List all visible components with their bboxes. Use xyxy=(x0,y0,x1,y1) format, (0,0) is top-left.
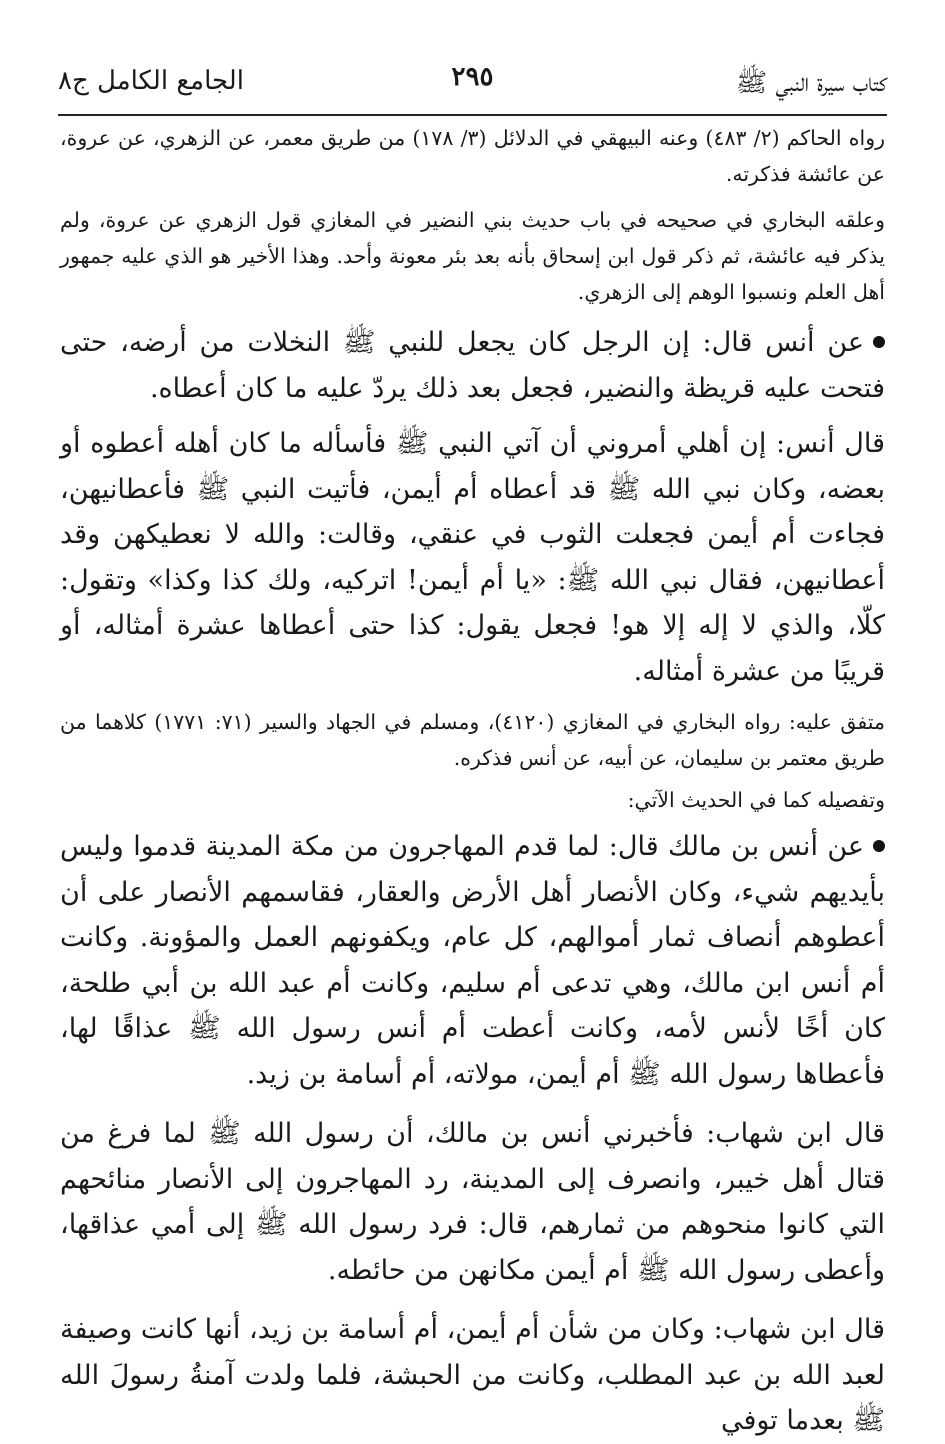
header-divider xyxy=(58,114,887,116)
hadith-paragraph-anas-continued xyxy=(60,421,885,694)
paragraph-text: قال أنس: إن أهلي أمروني أن آتي النبي ﷺ فأسأله ما كان أهله أعطوه أو بعضه، وكان نبي الله ﷺ قد أعطاه أم أيمن، فأتيت النبي ﷺ فأعطانيهن، فجاءت أم أيمن فجعلت الثوب في عنقي، وقالت: والله لا نعطيكهن وقد أعطانيهن، فقال نبي الله ﷺ: «يا أم أيمن! اتركيه، ولك كذا وكذا» وتقول: كلّا، والذي لا إله إلا هو! فجعل يقول: كذا حتى أعطاها عشرة أمثاله، أو قريبًا من عشرة أمثاله. xyxy=(60,428,885,687)
takhrij-note-hakim xyxy=(60,120,885,192)
paragraph-text: عن أنس قال: إن الرجل كان يجعل للنبي ﷺ النخلات من أرضه، حتى فتحت عليه قريظة والنضير، فجعل بعد ذلك يردّ عليه ما كان أعطاه. xyxy=(60,327,885,404)
hadith-paragraph-anas xyxy=(60,320,885,411)
page-body xyxy=(60,120,885,1444)
page-number: ٢٩٥ xyxy=(451,62,494,92)
takhrij-note-muttafaq xyxy=(60,704,885,776)
hadith-paragraph-ibn-shihab-2 xyxy=(60,1307,885,1444)
paragraph-text: عن أنس بن مالك قال: لما قدم المهاجرون من مكة المدينة قدموا وليس بأيديهم شيء، وكان الأنصار أهل الأرض والعقار، فقاسمهم الأنصار على أن أعطوهم أنصاف ثمار أموالهم، كل عام، ويكفونهم العمل والمؤونة. وكانت أم أنس ابن مالك، وهي تدعى أم سليم، وكانت أم عبد الله بن أبي طلحة، كان أخًا لأنس لأمه، وكانت أعطت أم أنس رسول الله ﷺ عذاقًا لها، فأعطاها رسول الله ﷺ أم أيمن، مولاته، أم أسامة بن زيد. xyxy=(60,831,886,1090)
book-title: كتاب سيرة النبي ﷺ xyxy=(735,68,887,98)
paragraph-text: رواه الحاكم (٢/ ٤٨٣) وعنه البيهقي في الدلائل (٣/ ١٧٨) من طريق معمر، عن الزهري، عن عروة، عن عائشة فذكرته. xyxy=(60,126,885,186)
takhrij-note-bukhari xyxy=(60,202,885,310)
bullet-icon xyxy=(873,840,885,852)
paragraph-text: وعلقه البخاري في صحيحه في باب حديث بني النضير في المغازي قول الزهري عن عروة، ولم يذكر فيه عائشة، ثم ذكر قول ابن إسحاق بأنه بعد بئر معونة وأحد. وهذا الأخير هو الذي عليه جمهور أهل العلم ونسبوا الوهم إلى الزهري. xyxy=(60,208,885,304)
paragraph-text: متفق عليه: رواه البخاري في المغازي (٤١٢٠)، ومسلم في الجهاد والسير (٧١: ١٧٧١) كلاهما من طريق معتمر بن سليمان، عن أبيه، عن أنس فذكره. xyxy=(60,710,885,770)
page-header xyxy=(58,62,887,112)
hadith-paragraph-ibn-shihab-1 xyxy=(60,1111,885,1293)
hadith-paragraph-muhajirun xyxy=(60,824,885,1097)
bullet-icon xyxy=(873,336,885,348)
running-title: الجامع الكامل ج٨ xyxy=(58,66,244,96)
paragraph-text: قال ابن شهاب: فأخبرني أنس بن مالك، أن رسول الله ﷺ لما فرغ من قتال أهل خيبر، وانصرف إلى المدينة، رد المهاجرون إلى الأنصار منائحهم التي كانوا منحوهم من ثمارهم، قال: فرد رسول الله ﷺ إلى أمي عذاقها، وأعطى رسول الله ﷺ أم أيمن مكانهن من حائطه. xyxy=(60,1118,885,1286)
paragraph-text: قال ابن شهاب: وكان من شأن أم أيمن، أم أسامة بن زيد، أنها كانت وصيفة لعبد الله بن عبد المطلب، وكانت من الحبشة، فلما ولدت آمنةُ رسولَ الله ﷺ بعدما توفي xyxy=(60,1314,885,1436)
transition-note xyxy=(60,782,885,818)
paragraph-text: وتفصيله كما في الحديث الآتي: xyxy=(627,788,885,812)
